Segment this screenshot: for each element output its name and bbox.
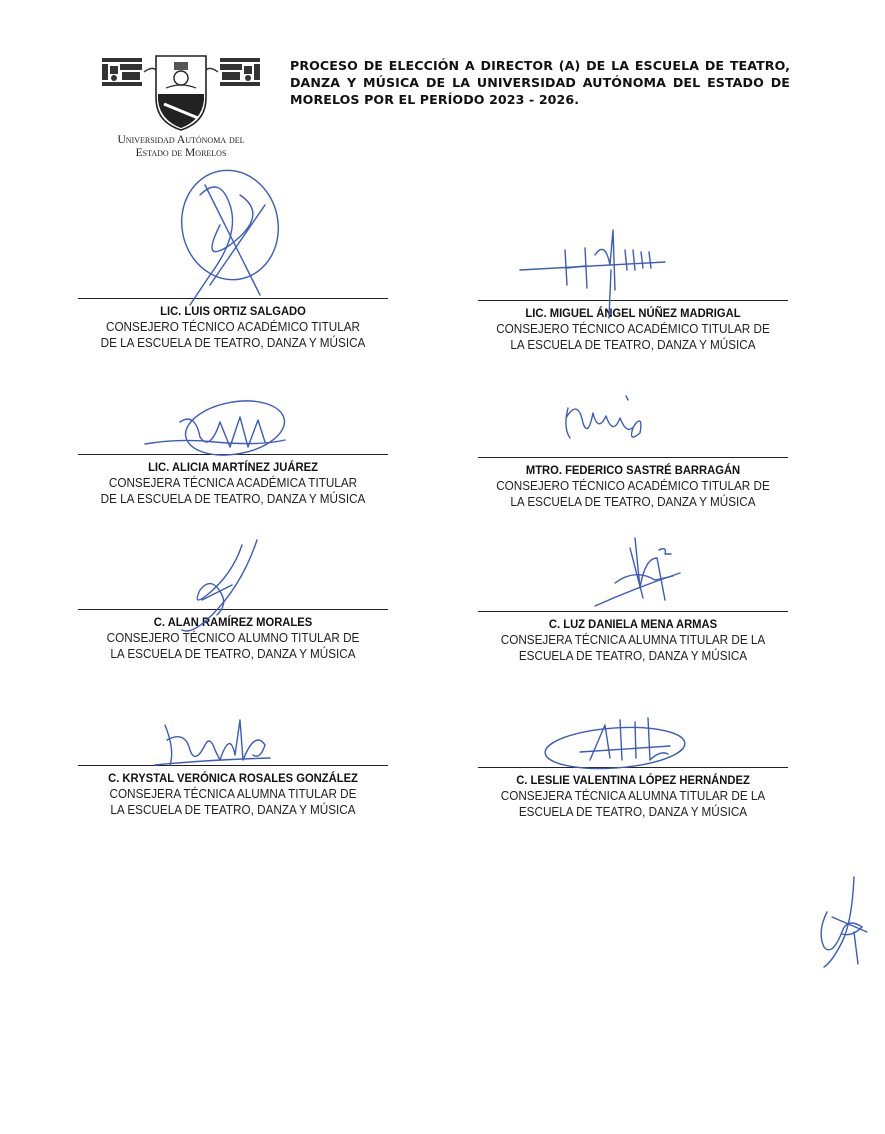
signatory-name: LIC. ALICIA MARTÍNEZ JUÁREZ [148, 460, 318, 474]
signature-line [78, 609, 388, 610]
signatory-name: C. ALAN RAMÍREZ MORALES [153, 615, 313, 629]
signatory-name: C. LESLIE VALENTINA LÓPEZ HERNÁNDEZ [516, 773, 750, 787]
university-logo [96, 48, 266, 163]
signature-line [78, 454, 388, 455]
handwritten-signature-sastre [558, 388, 653, 448]
signature-line [78, 765, 388, 766]
signatory-name: C. LUZ DANIELA MENA ARMAS [548, 617, 718, 631]
signatory-role: CONSEJERA TÉCNICA ACADÉMICA TITULAR [108, 476, 358, 490]
signatory-role: CONSEJERA TÉCNICA ALUMNA TITULAR DE LA [500, 789, 766, 803]
signatory-role: CONSEJERO TÉCNICO ALUMNO TITULAR DE [106, 631, 360, 645]
signatory-role: CONSEJERO TÉCNICO ACADÉMICO TITULAR DE [496, 322, 770, 336]
signatory-role: LA ESCUELA DE TEATRO, DANZA Y MÚSICA [110, 803, 356, 817]
handwritten-signature-lopez [540, 710, 690, 780]
handwritten-signature-mena [585, 528, 695, 613]
signatory-name: C. KRYSTAL VERÓNICA ROSALES GONZÁLEZ [108, 771, 358, 785]
signature-line [478, 457, 788, 458]
signatory-role: LA ESCUELA DE TEATRO, DANZA Y MÚSICA [510, 495, 756, 509]
signatory-role: ESCUELA DE TEATRO, DANZA Y MÚSICA [518, 805, 748, 819]
signatory-name: LIC. LUIS ORTIZ SALGADO [160, 304, 306, 318]
signatory-role: CONSEJERA TÉCNICA ALUMNA TITULAR DE LA [500, 633, 766, 647]
signatory-role: ESCUELA DE TEATRO, DANZA Y MÚSICA [518, 649, 748, 663]
signatory-role: CONSEJERO TÉCNICO ACADÉMICO TITULAR [105, 320, 361, 334]
university-name-line2: Estado de Morelos [135, 147, 227, 159]
handwritten-initials [812, 872, 872, 972]
signature-line [478, 611, 788, 612]
handwritten-signature-ortiz [170, 165, 290, 315]
university-name-line1: Universidad Autónoma del [117, 134, 245, 146]
signature-line [478, 767, 788, 768]
signatory-role: DE LA ESCUELA DE TEATRO, DANZA Y MÚSICA [100, 492, 366, 506]
signatory-role: LA ESCUELA DE TEATRO, DANZA Y MÚSICA [510, 338, 756, 352]
uaem-coat-of-arms-icon [96, 48, 266, 132]
signature-line [78, 298, 388, 299]
signatory-name: MTRO. FEDERICO SASTRÉ BARRAGÁN [525, 463, 741, 477]
signatory-name: LIC. MIGUEL ÁNGEL NÚÑEZ MADRIGAL [525, 306, 741, 320]
signatory-role: CONSEJERA TÉCNICA ALUMNA TITULAR DE [109, 787, 357, 801]
document-title: PROCESO DE ELECCIÓN A DIRECTOR (A) DE LA ESCUELA DE TEATRO, DANZA Y MÚSICA DE LA UNIVERSIDAD AUTÓNOMA DEL ESTADO DE MORELOS POR EL PERÍODO 2023 - 2026. [290, 58, 790, 107]
signatory-role: LA ESCUELA DE TEATRO, DANZA Y MÚSICA [110, 647, 356, 661]
signatory-role: DE LA ESCUELA DE TEATRO, DANZA Y MÚSICA [100, 336, 366, 350]
handwritten-signature-nunez [515, 210, 675, 320]
signature-line [478, 300, 788, 301]
signatory-role: CONSEJERO TÉCNICO ACADÉMICO TITULAR DE [496, 479, 770, 493]
